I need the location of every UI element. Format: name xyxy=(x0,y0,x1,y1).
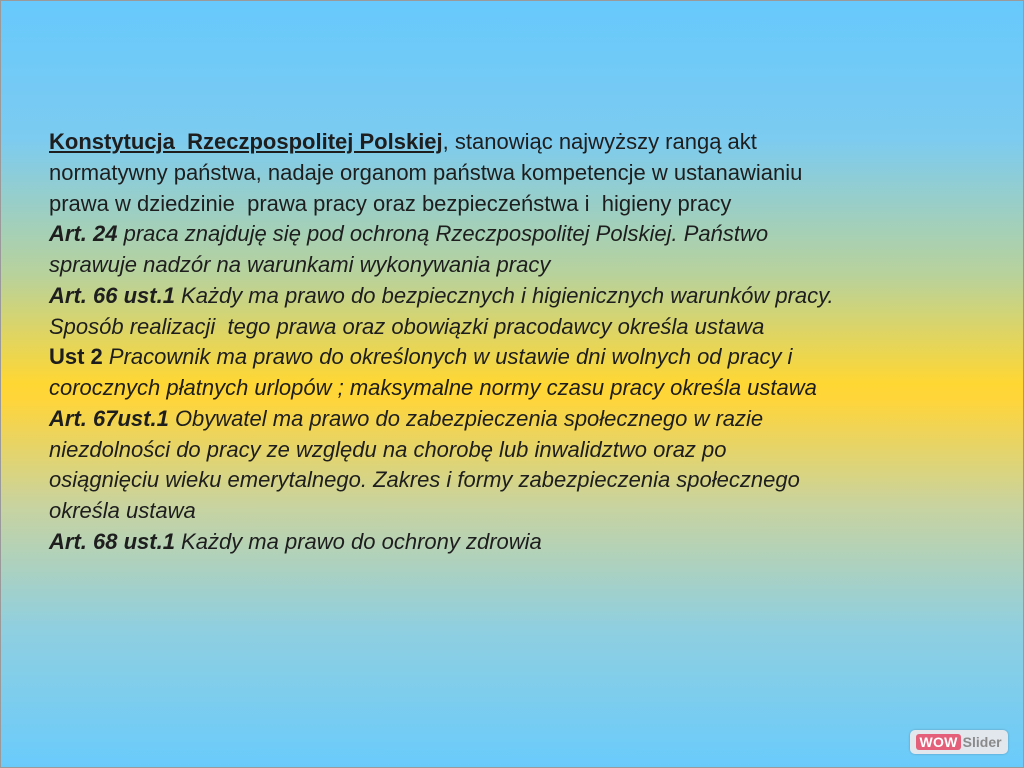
art24-line-1 xyxy=(49,219,999,250)
art67-line-4: określa ustawa xyxy=(49,498,196,523)
slide-text-body xyxy=(49,127,999,558)
constitution-title: Konstytucja Rzeczpospolitej Polskiej xyxy=(49,129,443,154)
intro-line-1 xyxy=(49,127,999,158)
intro-line-3: prawa w dziedzinie prawa pracy oraz bezpieczeństwa i higieny pracy xyxy=(49,190,732,216)
art68-line-1 xyxy=(49,527,999,558)
art66-text: Każdy ma prawo do bezpiecznych i higienicznych warunków pracy. xyxy=(174,282,834,308)
art66-line-2: Sposób realizacji tego prawa oraz obowiązki pracodawcy określa ustawa xyxy=(49,313,765,339)
art24-text: praca znajduję się pod ochroną Rzeczpospolitej Polskiej. Państwo xyxy=(117,221,769,247)
art67-line-1 xyxy=(49,404,999,435)
ust2-text: Pracownik ma prawo do określonych w ustawie dni wolnych od pracy i xyxy=(102,344,793,370)
art24-line-2: sprawuje nadzór na warunkami wykonywania pracy xyxy=(49,252,551,277)
art67-label: Art. 67ust.1 xyxy=(49,405,169,431)
art67-text: Obywatel ma prawo do zabezpieczenia społecznego w razie xyxy=(168,405,764,431)
art67-line-3: osiągnięciu wieku emerytalnego. Zakres i formy zabezpieczenia społecznego xyxy=(49,467,800,493)
ust2-line-1 xyxy=(49,342,999,373)
art67-line-2: niezdolności do pracy ze względu na chorobę lub inwalidztwo oraz po xyxy=(49,436,727,462)
art66-label: Art. 66 ust.1 xyxy=(49,282,175,308)
art68-label: Art. 68 ust.1 xyxy=(49,528,175,554)
art68-text: Każdy ma prawo do ochrony zdrowia xyxy=(174,528,542,554)
ust2-label: Ust 2 xyxy=(49,344,103,370)
art24-label: Art. 24 xyxy=(49,221,118,247)
intro-line-2: normatywny państwa, nadaje organom państwa kompetencje w ustanawianiu xyxy=(49,159,803,185)
wowslider-badge[interactable] xyxy=(910,730,1008,754)
intro-text: , stanowiąc najwyższy rangą akt xyxy=(442,129,757,154)
ust2-line-2: corocznych płatnych urlopów ; maksymalne normy czasu pracy określa ustawa xyxy=(49,375,817,400)
wowslider-badge-slider: Slider xyxy=(962,734,1002,750)
art66-line-1 xyxy=(49,281,999,312)
wowslider-badge-wow: WOW xyxy=(916,734,960,750)
